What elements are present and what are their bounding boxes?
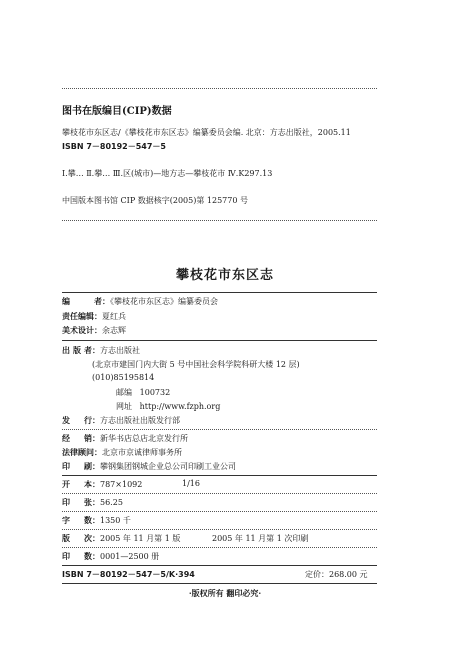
credit-editor-label: 编者 — [62, 296, 102, 306]
mid-divider — [62, 220, 377, 221]
cip-isbn: ISBN 7－80192－547－5 — [62, 142, 166, 151]
top-divider — [62, 88, 377, 89]
credit-responsible-editor: 责任编辑：夏红兵 — [62, 311, 126, 321]
spec-words: 字数：1350 千 — [62, 515, 131, 525]
publisher-phone: (010)85195814 — [92, 373, 155, 382]
publisher-website-value: http://www.fzph.org — [139, 402, 221, 411]
credit-art-design-value: 余志辉 — [102, 326, 126, 335]
spec-edition: 版次：2005 年 11 月第 1 版 — [62, 533, 181, 543]
distribution-sales-label: 经销 — [62, 433, 92, 443]
credit-editor: 编者：《攀枝花市东区志》编纂委员会 — [62, 296, 218, 306]
credit-art-design-label: 美术设计 — [62, 325, 94, 335]
spec-edition-value: 2005 年 11 月第 1 版 — [100, 534, 181, 543]
publisher-address: (北京市建国门内大街 5 号中国社会科学院科研大楼 12 层) — [92, 360, 300, 369]
spec-sheets-label: 印张 — [62, 497, 92, 507]
spec-format: 开本：787×1092 — [62, 479, 143, 489]
spec-print-run: 印数：0001—2500 册 — [62, 551, 160, 561]
credits-bottom-rule — [62, 340, 377, 341]
distribution-legal-value: 北京市京诚律师事务所 — [102, 448, 182, 457]
spec-sheets: 印张：56.25 — [62, 497, 123, 507]
cip-line1: 攀枝花市东区志/《攀枝花市东区志》编纂委员会编. 北京：方志出版社，2005.11 — [62, 128, 351, 137]
bottom-top-rule — [62, 565, 377, 566]
credit-editor-value: 《攀枝花市东区志》编纂委员会 — [110, 297, 218, 306]
distribution-print: 印刷：攀钢集团钢城企业总公司印刷工业公司 — [62, 461, 236, 471]
distribution-divider-1 — [62, 429, 377, 430]
distribution-sales: 经销：新华书店总店北京发行所 — [62, 433, 188, 443]
credit-art-design: 美术设计：余志辉 — [62, 325, 126, 335]
spec-print-run-label: 印数 — [62, 551, 92, 561]
publisher-website — [116, 401, 220, 412]
book-title: 攀枝花市东区志 — [175, 268, 274, 283]
bottom-price: 定价：268.00 元 — [305, 570, 368, 579]
bottom-bottom-rule — [62, 583, 377, 584]
rights-notice: ·版权所有 翻印必究· — [188, 588, 262, 598]
spec-words-label: 字数 — [62, 515, 92, 525]
distribution-print-label: 印刷 — [62, 461, 92, 471]
publisher-website-label: 网址 — [116, 402, 132, 411]
distribution-issue-label: 发行 — [62, 415, 92, 425]
credit-responsible-editor-value: 夏红兵 — [102, 312, 126, 321]
distribution-issue-value: 方志出版社出版发行部 — [100, 416, 180, 425]
spec-format-label: 开本 — [62, 479, 92, 489]
credit-responsible-editor-label: 责任编辑 — [62, 311, 94, 321]
cip-number: 中国版本图书馆 CIP 数据核字(2005)第 125770 号 — [62, 196, 248, 205]
distribution-legal: 法律顾问：北京市京诚律师事务所 — [62, 447, 182, 457]
spec-sheets-value: 56.25 — [100, 498, 123, 507]
specs-divider-3 — [62, 529, 377, 530]
bottom-isbn: ISBN 7－80192－547－5/K·394 — [62, 570, 195, 579]
publisher-label: 出版者 — [62, 345, 92, 355]
spec-printing: 2005 年 11 月第 1 次印刷 — [212, 534, 309, 543]
distribution-print-value: 攀钢集团钢城企业总公司印刷工业公司 — [100, 462, 236, 471]
specs-top-rule — [62, 475, 377, 476]
spec-format-fold: 1/16 — [182, 479, 200, 488]
cip-classification: Ⅰ.攀… Ⅱ.攀… Ⅲ.区(城市)—地方志—攀枝花市 Ⅳ.K297.13 — [62, 169, 273, 178]
credits-top-rule — [62, 292, 377, 293]
specs-divider-4 — [62, 547, 377, 548]
distribution-legal-label: 法律顾问 — [62, 447, 94, 457]
spec-words-value: 1350 千 — [100, 516, 131, 525]
publisher-name: 方志出版社 — [100, 346, 140, 355]
publisher-postcode-label: 邮编 — [116, 388, 132, 397]
spec-edition-label: 版次 — [62, 533, 92, 543]
cip-heading: 图书在版编目(CIP)数据 — [62, 106, 172, 117]
spec-format-value: 787×1092 — [100, 480, 143, 489]
distribution-sales-value: 新华书店总店北京发行所 — [100, 434, 188, 443]
distribution-issue: 发行：方志出版社出版发行部 — [62, 415, 180, 425]
specs-divider-1 — [62, 493, 377, 494]
spec-print-run-value: 0001—2500 册 — [100, 552, 160, 561]
publisher-postcode-value: 100732 — [139, 388, 171, 397]
specs-divider-2 — [62, 511, 377, 512]
publisher: 出版者：方志出版社 — [62, 345, 140, 355]
publisher-postcode — [116, 387, 170, 398]
